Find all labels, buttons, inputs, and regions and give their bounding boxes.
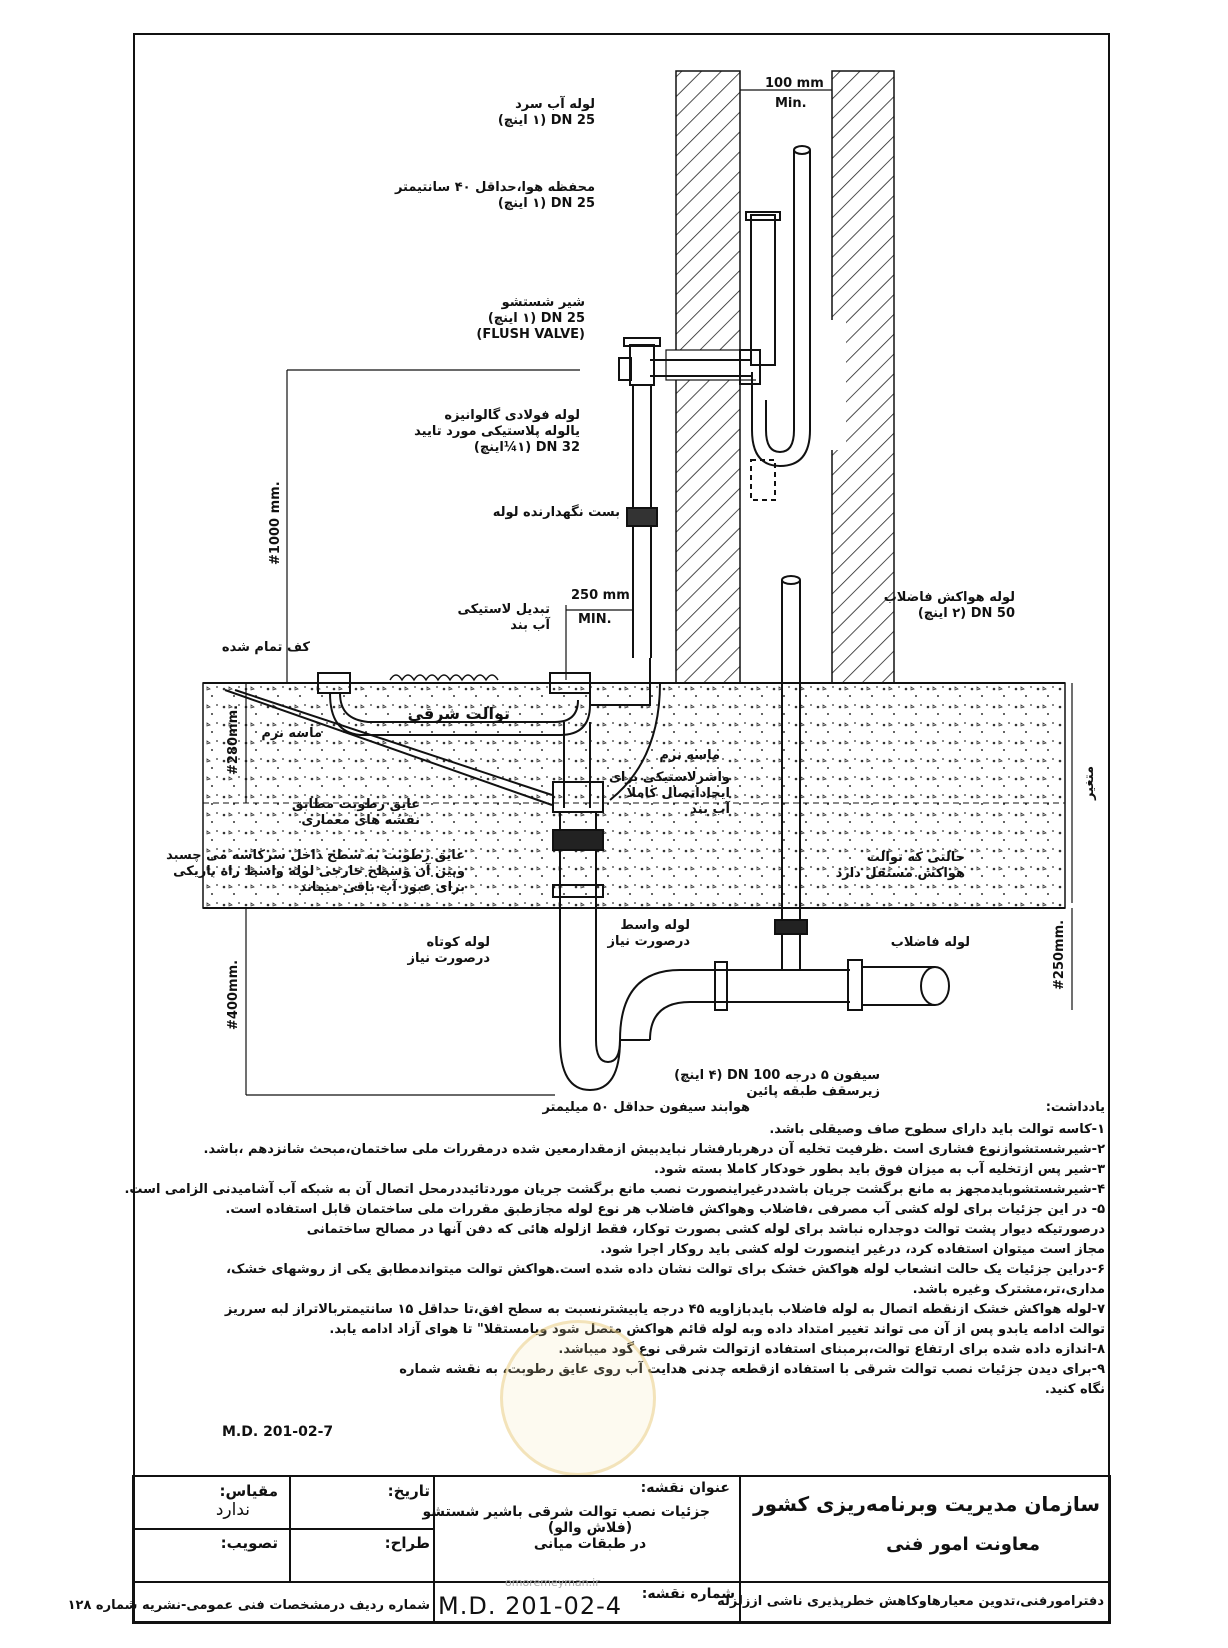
note-item: ۹-برای دیدن جزئیات نصب توالت شرقی با استفاده ازقطعه چدنی هدایت آب روی عایق رطوبت، به نقشه شماره [399, 1362, 1105, 1377]
title-block [67, 1476, 1110, 1623]
dim-400mm: #400mm. [226, 959, 241, 1030]
clamp-label: بست نگهدارنده لوله [492, 505, 620, 520]
cold-water-pipe-label: لوله آب سرد DN 25 (۱ اینچ) [497, 97, 595, 128]
drawing-title-label: عنوان نقشه: [640, 1480, 730, 1496]
dim-1000mm: #1000 mm. [268, 481, 283, 565]
designer-label: طراح: [384, 1534, 430, 1552]
organization-name: سازمان مدیریت وبرنامه‌ریزی کشور [753, 1492, 1100, 1516]
finished-floor-label: کف تمام شده [221, 640, 310, 655]
steel-pipe-label: لوله فولادی گالوانیزه یالوله پلاستیکی مورد تایید DN 32 (۱¼اینچ) [414, 408, 580, 455]
rubber-adapter-label: تبدیل لاستیکی آب بند [457, 602, 550, 633]
intermediate-pipe-label: لوله واسط درصورت نیاز [607, 918, 690, 949]
dim-250mm-vertical: #250mm. [1052, 919, 1067, 990]
scale-value: ندارد [215, 1500, 250, 1520]
note-item: ۸-اندازه داده شده برای ارتفاع توالت،برمبنای استفاده ازتوالت شرقی نوع گود میباشد. [558, 1342, 1105, 1357]
row-reference: شماره ردیف درمشخصات فنی عمومی-نشریه شماره ۱۲۸ [67, 1598, 430, 1613]
drain-pipe-label: لوله فاضلاب [890, 935, 970, 950]
dim-min-1: Min. [775, 96, 807, 111]
note-item: مجاز است میتوان استفاده کرد، درغیر اینصورت لوله کشی باید روکار اجرا شود. [600, 1242, 1105, 1257]
watermark-text: omoremeyman.ir [505, 1576, 600, 1589]
trap-seal-label: هوابند سیفون حداقل ۵۰ میلیمتر [542, 1100, 750, 1115]
deputy-name: معاونت امور فنی [886, 1534, 1040, 1555]
washer-label: واشرلاستیکی برای ایجاداتصال کاملا آب بند [608, 770, 730, 817]
drawing-title: جزئیات نصب توالت شرقی باشیر شستشو (فلاش والو) در طبقات میانی [422, 1504, 710, 1552]
short-pipe-label: لوله کوتاه درصورت نیاز [407, 935, 490, 966]
note-item: نگاه کنید. [1044, 1382, 1105, 1397]
separate-vent-label: حالتی که توالت هواکش مستقل دارد [835, 850, 965, 881]
notes-reference-number: M.D. 201-02-7 [222, 1424, 334, 1440]
note-item: ۲-شیرشستشوازنوع فشاری است .ظرفیت تخلیه آن درهربارفشار نبایدبیش ازمقدارمعین شده درمقررات ملی ساختمان،مبحث شانزدهم ،باشد. [203, 1142, 1105, 1157]
drawing-number: M.D. 201-02-4 [438, 1592, 623, 1620]
moisture-barrier-label: عایق رطوبت مطابق نقشه های معماری [291, 797, 420, 828]
flush-valve-label: شیر شستشو DN 25 (۱ اینچ) (FLUSH VALVE) [476, 295, 585, 342]
note-item: درصورتیکه دیوار پشت توالت دوجداره نباشد برای لوله کشی بصورت توکار، فقط ازلوله هائی که دفن آنها در مصالح ساختمانی [306, 1222, 1105, 1237]
toilet-label: توالت شرقی [407, 704, 510, 723]
approval-label: تصویب: [220, 1534, 278, 1552]
notes-title: یادداشت: [1045, 1100, 1105, 1115]
note-item: ۵- در این جزئیات برای لوله کشی آب مصرفی ،فاضلاب وهواکش فاضلاب هر نوع لوله مجازطبق مقررات ملی ساختمان قابل استفاده است. [225, 1202, 1105, 1217]
vent-pipe-label: لوله هواکش فاضلاب DN 50 (۲ اینچ) [883, 590, 1015, 621]
soft-sand-right-label: ماسه نرم [659, 748, 720, 763]
note-item: مداری،تر،مشترک وغیره باشد. [912, 1282, 1105, 1297]
note-item: ۱-کاسه توالت باید دارای سطوح صاف وصیقلی باشد. [769, 1122, 1105, 1137]
date-label: تاریخ: [387, 1482, 430, 1500]
barrier-note-label: عایق رطوبت به سطح داخل سرکاسه می چسبد وبین آن وسطح خارجی لوله واسط راه باریکی برای عبور آب باقی میماند [166, 848, 465, 895]
dim-min-2: MIN. [578, 612, 612, 627]
variable-label: متغیر [1082, 765, 1097, 800]
note-item: توالت ادامه یابدو پس از آن می تواند تغییر امتداد داده وبه لوله قائم هواکش متصل شود ویامستقلا" تا هوای آزاد ادامه یابد. [329, 1322, 1105, 1337]
dim-100mm: 100 mm [765, 76, 824, 91]
scale-label: مقیاس: [219, 1482, 278, 1500]
note-item: ۳-شیر پس ازتخلیه آب به میزان فوق باید بطور خودکار کاملا بسته شود. [654, 1162, 1105, 1177]
soft-sand-left-label: ماسه نرم [261, 726, 322, 741]
dim-280mm: #280mm. [226, 704, 241, 775]
note-item: ۷-لوله هواکش خشک ازنقطه اتصال به لوله فاضلاب بایدبازاویه ۴۵ درجه یابیشترنسبت به سطح افق،تا حداقل ۱۵ سانتیمتربالاتراز لبه سرریز [224, 1302, 1105, 1317]
trap-label: سیفون ۵ درجه DN 100 (۴ اینچ) زیرسقف طبقه پائین [674, 1068, 880, 1099]
office-name: دفترامورفنی،تدوین معیارهاوکاهش خطرپذیری ناشی اززلزله [717, 1594, 1104, 1609]
note-item: ۴-شیرشستشوبایدمجهز به مانع برگشت جریان باشددرغیراینصورت نصب مانع برگشت جریان موردتائیددرمحل اتصال آن به شبکه آب آشامیدنی الزامی است. [124, 1182, 1105, 1197]
air-chamber-label: محفظه هوا،حداقل ۴۰ سانتیمتر DN 25 (۱ اینچ) [394, 180, 595, 211]
note-item: ۶-دراین جزئیات یک حالت انشعاب لوله هواکش خشک برای توالت نشان داده شده است.هواکش توالت میتواندمطابق یکی از روشهای خشک، [226, 1262, 1105, 1277]
dim-250mm: 250 mm [571, 588, 630, 603]
drawing-number-label: شماره نقشه: [641, 1586, 735, 1602]
